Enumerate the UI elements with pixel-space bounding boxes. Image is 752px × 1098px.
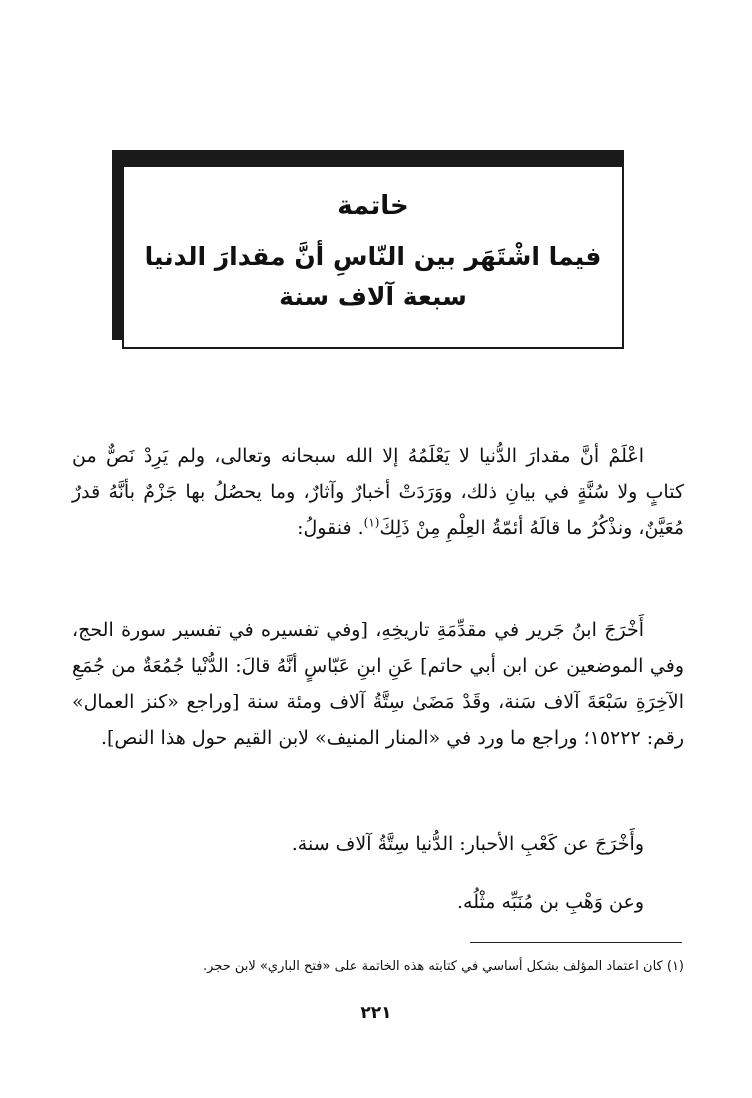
paragraph-2: أَخْرَجَ ابنُ جَرير في مقدِّمَةِ تاريخِهِ، [وفي تفسيره في تفسير سورة الحج، وفي الموضعين عن ابن أبي حاتم] عَنِ ابنِ عَبّاسٍ أنَّهُ قالَ: الدُّنْيا جُمُعَةٌ من جُمَعِ الآخِرَةِ سَبْعَةَ آلاف سَنة، وقَدْ مَضَىٰ سِتَّةُ آلاف ومئة سنة [وراجع «كنز العمال» رقم: ١٥٢٢٢؛ وراجع ما ورد في «المنار المنيف» لابن القيم حول هذا النص]. bbox=[72, 619, 684, 749]
chapter-subtitle-line-2: سبعة آلاف سنة bbox=[279, 282, 467, 311]
paragraph-4: وعن وَهْبِ بن مُنَبِّه مثْلُه. bbox=[457, 891, 644, 913]
footnote-reference[interactable]: (١) bbox=[363, 515, 380, 530]
footnote-divider bbox=[470, 942, 682, 943]
paragraph-3: وأَخْرَجَ عن كَعْبِ الأحبار: الدُّنيا سِتَّةُ آلاف سنة. bbox=[291, 833, 644, 855]
chapter-title: خاتمة bbox=[337, 191, 409, 221]
footnote: (١) كان اعتماد المؤلف بشكل أساسي في كتابته هذه الخاتمة على «فتح الباري» لابن حجر. bbox=[203, 959, 684, 974]
page-number: ٢٢١ bbox=[360, 1003, 392, 1023]
paragraph-1-ending: . فنقولُ: bbox=[297, 517, 364, 539]
chapter-subtitle-line-1: فيما اشْتَهَر بين النّاسِ أنَّ مقدارَ الدنيا bbox=[144, 242, 602, 271]
paragraph-1-text: اعْلَمْ أنَّ مقدارَ الدُّنيا لا يَعْلَمُهُ إلا الله سبحانه وتعالى، ولم يَرِدْ نَصٌّ من كتابٍ ولا سُنَّةٍ في بيانِ ذلك، ووَرَدَتْ أخبارٌ وآثارٌ، وما يحصُلُ بها جَزْمٌ بأنَّهُ قدرٌ مُعَيَّنٌ، ونذْكُرُ ما قالَهُ أئمّةُ العِلْمِ مِنْ ذَلِكَ bbox=[72, 445, 684, 539]
chapter-subtitle bbox=[124, 237, 622, 317]
paragraph-1 bbox=[72, 438, 684, 546]
title-box bbox=[122, 165, 624, 349]
